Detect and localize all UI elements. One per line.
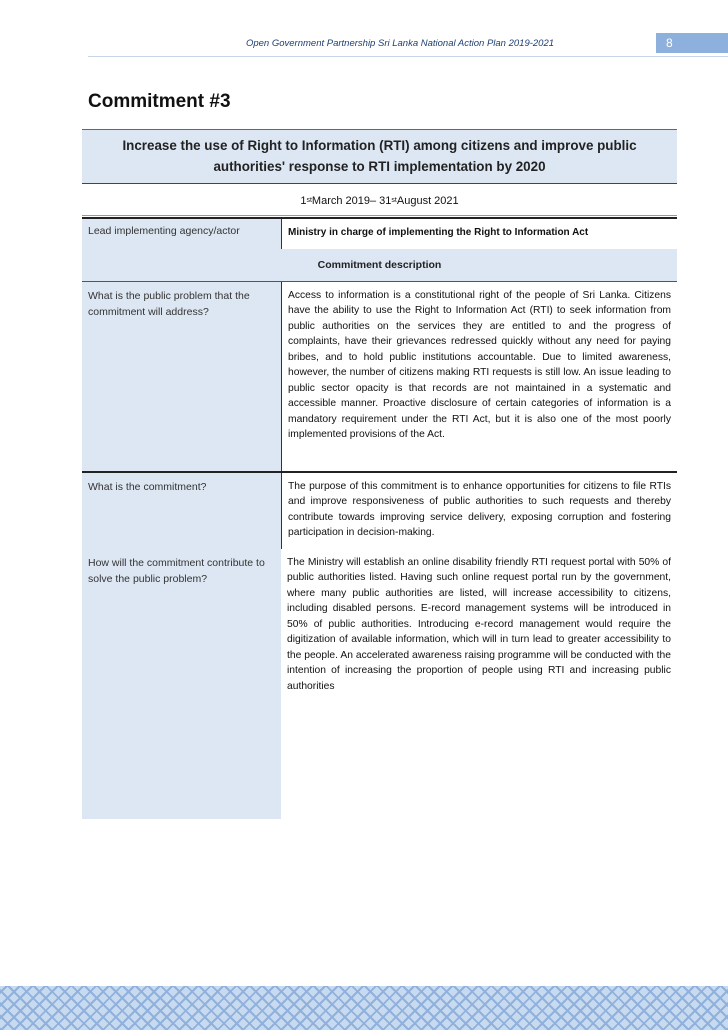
commitment-dates <box>82 186 677 216</box>
contribution-label: How will the commitment contribute to solve the public problem? <box>82 549 281 819</box>
page-number: 8 <box>656 33 728 53</box>
row-divider <box>82 217 677 219</box>
dates-end-sup: st <box>391 197 397 204</box>
dates-start-rest: March 2019– 31 <box>311 194 392 207</box>
problem-label: What is the public problem that the commitment will address? <box>82 282 281 471</box>
lead-agency-value: Ministry in charge of implementing the Right to Information Act <box>281 217 677 249</box>
contribution-value: The Ministry will establish an online disability friendly RTI request portal with 50% of public authorities listed. Having such online request portal run by the government, where many public authorities are listed, will increase accessibility to citizens, including disabled persons. E-record management systems will be introduced in 50% of public authorities. Introducing e-record management would require the digitization of available information, which will in turn lead to greater accessibility to the people. An accelerated awareness raising programme will be conducted with the intention of increasing the proportion of people using RTI and increasing public authorities <box>287 557 671 692</box>
commitment-description-header: Commitment description <box>82 249 677 281</box>
commitment-what-value: The purpose of this commitment is to enhance opportunities for citizens to file RTIs and improve responsiveness of public authorities to such requests and thereby contribute towards improving service delivery, exposing corruption and fostering participation in decision-making. <box>281 473 677 549</box>
dates-end-rest: August 2021 <box>396 194 459 207</box>
problem-value: Access to information is a constitutional right of the people of Sri Lanka. Citizens have the ability to use the Right to Information Act (RTI) to seek information from public authorities on the services they are entitled to and the progress of complaints, have their grievances redressed quickly without any need for paying bribes, and to hold public institutions accountable. Due to limited awareness, however, the number of citizens making RTI requests is still low. An issue leading to public sector opacity is that records are not maintained in a systematic and accessible manner. Proactive disclosure of certain categories of information is a mandatory requirement under the RTI Act, but it is also one of the most poorly implemented provisions of the Act. <box>281 282 677 471</box>
header-divider <box>88 56 728 57</box>
footer-pattern-band <box>0 986 728 1030</box>
dates-start-day: 1 <box>300 194 307 207</box>
lead-agency-label: Lead implementing agency/actor <box>82 217 281 249</box>
document-header-title: Open Government Partnership Sri Lanka National Action Plan 2019-2021 <box>245 38 555 49</box>
commitment-heading: Commitment #3 <box>88 91 231 112</box>
commitment-title: Increase the use of Right to Information (RTI) among citizens and improve public authorities' response to RTI implementation by 2020 <box>82 129 677 184</box>
commitment-what-label: What is the commitment? <box>82 473 281 549</box>
dates-start-sup: st <box>306 197 312 204</box>
